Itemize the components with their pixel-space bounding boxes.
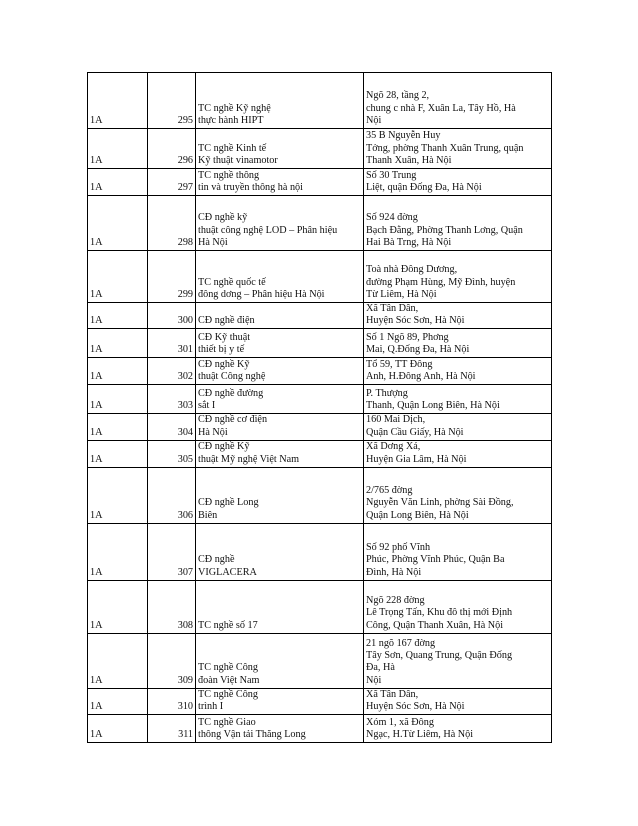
school-name-line: TC nghề quốc tế: [198, 276, 266, 288]
cell-code: 1A: [88, 358, 148, 385]
table-row: [88, 251, 552, 303]
cell-school-name: [196, 73, 364, 129]
school-name-line: CĐ nghề điện: [198, 315, 255, 327]
school-name-line: CĐ nghề cơ điện: [198, 414, 268, 426]
table-row: [88, 129, 552, 169]
address-line: Tổ 59, TT Đông: [366, 359, 433, 370]
table-row: [88, 358, 552, 385]
school-name-line: thuật công nghệ LOD – Phân hiệu: [198, 224, 338, 236]
school-table: [87, 72, 552, 743]
cell-number: 299: [148, 251, 196, 303]
cell-address: [364, 329, 552, 358]
school-name-line: TC nghề số 17: [198, 619, 258, 631]
school-name-line: CĐ nghề kỹ: [198, 212, 248, 224]
school-name-line: CĐ nghề Long: [198, 497, 259, 509]
cell-address: [364, 715, 552, 743]
address-line: Đình, Hà Nội: [366, 566, 422, 578]
table-row: [88, 580, 552, 633]
cell-address: [364, 129, 552, 169]
cell-code: 1A: [88, 633, 148, 688]
address-line: Quận Long Biên, Hà Nội: [366, 509, 469, 521]
cell-address: [364, 523, 552, 580]
address-line: Xã Dơng Xá,: [366, 441, 421, 453]
school-name-line: thực hành HIPT: [198, 114, 264, 126]
cell-address: [364, 467, 552, 523]
cell-school-name: [196, 251, 364, 303]
address-line: Số 92 phố Vĩnh: [366, 542, 431, 554]
school-name-line: thiết bị y tế: [198, 344, 245, 356]
school-name-line: TC nghề Kinh tế: [198, 142, 267, 154]
address-line: Huyện Sóc Sơn, Hà Nội: [366, 701, 465, 713]
cell-number: 305: [148, 440, 196, 467]
cell-school-name: [196, 580, 364, 633]
table-row: [88, 414, 552, 440]
address-line: chung c nhà F, Xuân La, Tây Hồ, Hà: [366, 102, 516, 114]
address-line: đường Phạm Hùng, Mỹ Đình, huyện: [366, 276, 516, 288]
cell-code: 1A: [88, 523, 148, 580]
address-line: 2/765 đờng: [366, 485, 413, 497]
cell-school-name: [196, 358, 364, 385]
school-name-line: CĐ nghề: [198, 554, 235, 566]
table-row: [88, 385, 552, 414]
cell-school-name: [196, 129, 364, 169]
cell-school-name: [196, 196, 364, 251]
cell-address: [364, 358, 552, 385]
address-line: Ngõ 28, tầng 2,: [366, 90, 430, 102]
address-line: Phúc, Phờng Vĩnh Phúc, Quận Ba: [366, 554, 505, 566]
cell-number: 310: [148, 688, 196, 714]
address-line: 21 ngõ 167 đờng: [366, 638, 436, 649]
school-name-line: tin và truyền thông hà nội: [198, 181, 303, 193]
address-line: Tây Sơn, Quang Trung, Quận Đống: [366, 650, 513, 662]
address-line: Số 1 Ngõ 89, Phơng: [366, 332, 449, 343]
cell-code: 1A: [88, 688, 148, 714]
address-line: Mai, Q.Đống Đa, Hà Nội: [366, 344, 470, 356]
cell-address: [364, 251, 552, 303]
cell-school-name: [196, 633, 364, 688]
school-name-line: trình I: [198, 701, 224, 713]
address-line: Từ Liêm, Hà Nội: [366, 288, 437, 300]
cell-school-name: [196, 715, 364, 743]
address-line: Thanh Xuân, Hà Nội: [366, 154, 452, 166]
table-row: [88, 688, 552, 714]
address-line: Công, Quận Thanh Xuân, Hà Nội: [366, 619, 504, 631]
table-row: [88, 633, 552, 688]
cell-code: 1A: [88, 414, 148, 440]
school-name-line: VIGLACERA: [198, 566, 257, 578]
school-name-line: TC nghề Công: [198, 662, 258, 674]
cell-address: [364, 633, 552, 688]
address-line: Thanh, Quận Long Biên, Hà Nội: [366, 400, 500, 412]
cell-address: [364, 688, 552, 714]
cell-number: 301: [148, 329, 196, 358]
cell-school-name: [196, 440, 364, 467]
address-line: 160 Mai Dịch,: [366, 414, 426, 426]
cell-school-name: [196, 688, 364, 714]
address-line: Lê Trọng Tấn, Khu đô thị mới Định: [366, 607, 513, 619]
table-row: [88, 467, 552, 523]
address-line: Tởng, phờng Thanh Xuân Trung, quận: [366, 142, 524, 154]
cell-address: [364, 73, 552, 129]
cell-number: 300: [148, 303, 196, 329]
cell-address: [364, 196, 552, 251]
school-name-line: đông dơng – Phân hiệu Hà Nội: [198, 288, 325, 300]
address-line: Số 30 Trung: [366, 169, 417, 181]
school-name-line: CĐ nghề Kỹ: [198, 359, 250, 370]
cell-number: 309: [148, 633, 196, 688]
school-name-line: CĐ Kỹ thuật: [198, 332, 251, 343]
school-name-line: thông Vận tải Thăng Long: [198, 729, 306, 741]
school-name-line: đoàn Việt Nam: [198, 674, 260, 686]
school-name-line: thuật Mỹ nghệ Việt Nam: [198, 453, 300, 465]
cell-number: 308: [148, 580, 196, 633]
table-row: [88, 169, 552, 196]
cell-number: 295: [148, 73, 196, 129]
school-name-line: TC nghề Công: [198, 688, 258, 700]
address-line: Xã Tân Dân,: [366, 303, 419, 314]
cell-number: 297: [148, 169, 196, 196]
address-line: Số 924 đờng: [366, 212, 418, 224]
cell-number: 304: [148, 414, 196, 440]
table-row: [88, 329, 552, 358]
cell-code: 1A: [88, 440, 148, 467]
cell-code: 1A: [88, 129, 148, 169]
address-line: Bạch Đằng, Phờng Thanh Lơng, Quận: [366, 224, 523, 236]
school-name-line: Hà Nội: [198, 426, 228, 438]
cell-school-name: [196, 169, 364, 196]
address-line: Nguyễn Văn Linh, phờng Sài Đồng,: [366, 497, 514, 509]
cell-number: 302: [148, 358, 196, 385]
cell-address: [364, 303, 552, 329]
cell-number: 311: [148, 715, 196, 743]
school-name-line: Biên: [198, 509, 218, 521]
address-line: Liệt, quận Đống Đa, Hà Nội: [366, 181, 482, 193]
table-row: [88, 715, 552, 743]
address-line: Hai Bà Trng, Hà Nội: [366, 236, 452, 248]
cell-code: 1A: [88, 196, 148, 251]
table-row: [88, 196, 552, 251]
table-row: [88, 523, 552, 580]
cell-code: 1A: [88, 303, 148, 329]
cell-number: 296: [148, 129, 196, 169]
cell-address: [364, 440, 552, 467]
cell-school-name: [196, 303, 364, 329]
cell-code: 1A: [88, 715, 148, 743]
cell-school-name: [196, 329, 364, 358]
cell-number: 306: [148, 467, 196, 523]
table-row: [88, 303, 552, 329]
table-row: [88, 73, 552, 129]
cell-address: [364, 414, 552, 440]
table-row: [88, 440, 552, 467]
table-body: [88, 73, 552, 743]
cell-code: 1A: [88, 580, 148, 633]
cell-number: 298: [148, 196, 196, 251]
address-line: Nội: [366, 114, 382, 126]
school-name-line: CĐ nghề đường: [198, 388, 264, 399]
address-line: Đa, Hà: [366, 662, 395, 674]
cell-school-name: [196, 385, 364, 414]
school-name-line: thuật Công nghệ: [198, 371, 266, 383]
address-line: Huyện Gia Lâm, Hà Nội: [366, 453, 467, 465]
address-line: Ngõ 228 đờng: [366, 595, 425, 607]
address-line: Anh, H.Đông Anh, Hà Nội: [366, 371, 476, 383]
cell-school-name: [196, 523, 364, 580]
cell-address: [364, 580, 552, 633]
address-line: Toà nhà Đông Dương,: [366, 264, 458, 276]
school-name-line: sắt I: [198, 400, 216, 412]
cell-code: 1A: [88, 73, 148, 129]
address-line: P. Thượng: [366, 388, 408, 399]
cell-code: 1A: [88, 467, 148, 523]
cell-code: 1A: [88, 169, 148, 196]
cell-code: 1A: [88, 251, 148, 303]
cell-address: [364, 169, 552, 196]
address-line: Nội: [366, 674, 382, 686]
school-name-line: TC nghề thông: [198, 169, 260, 181]
cell-code: 1A: [88, 385, 148, 414]
school-name-line: CĐ nghề Kỹ: [198, 441, 250, 453]
school-name-line: TC nghề Giao: [198, 716, 256, 728]
school-name-line: TC nghề Kỹ nghệ: [198, 102, 271, 114]
address-line: 35 B Nguyễn Huy: [366, 130, 441, 142]
cell-address: [364, 385, 552, 414]
cell-code: 1A: [88, 329, 148, 358]
address-line: Xã Tân Dân,: [366, 688, 419, 700]
address-line: Ngạc, H.Từ Liêm, Hà Nội: [366, 729, 474, 741]
address-line: Huyện Sóc Sơn, Hà Nội: [366, 315, 465, 327]
address-line: Xóm 1, xã Đông: [366, 716, 434, 728]
cell-school-name: [196, 467, 364, 523]
school-name-line: Hà Nội: [198, 236, 228, 248]
cell-number: 307: [148, 523, 196, 580]
school-name-line: Kỹ thuật vinamotor: [198, 154, 278, 166]
cell-number: 303: [148, 385, 196, 414]
cell-school-name: [196, 414, 364, 440]
address-line: Quận Cầu Giấy, Hà Nội: [366, 426, 464, 438]
